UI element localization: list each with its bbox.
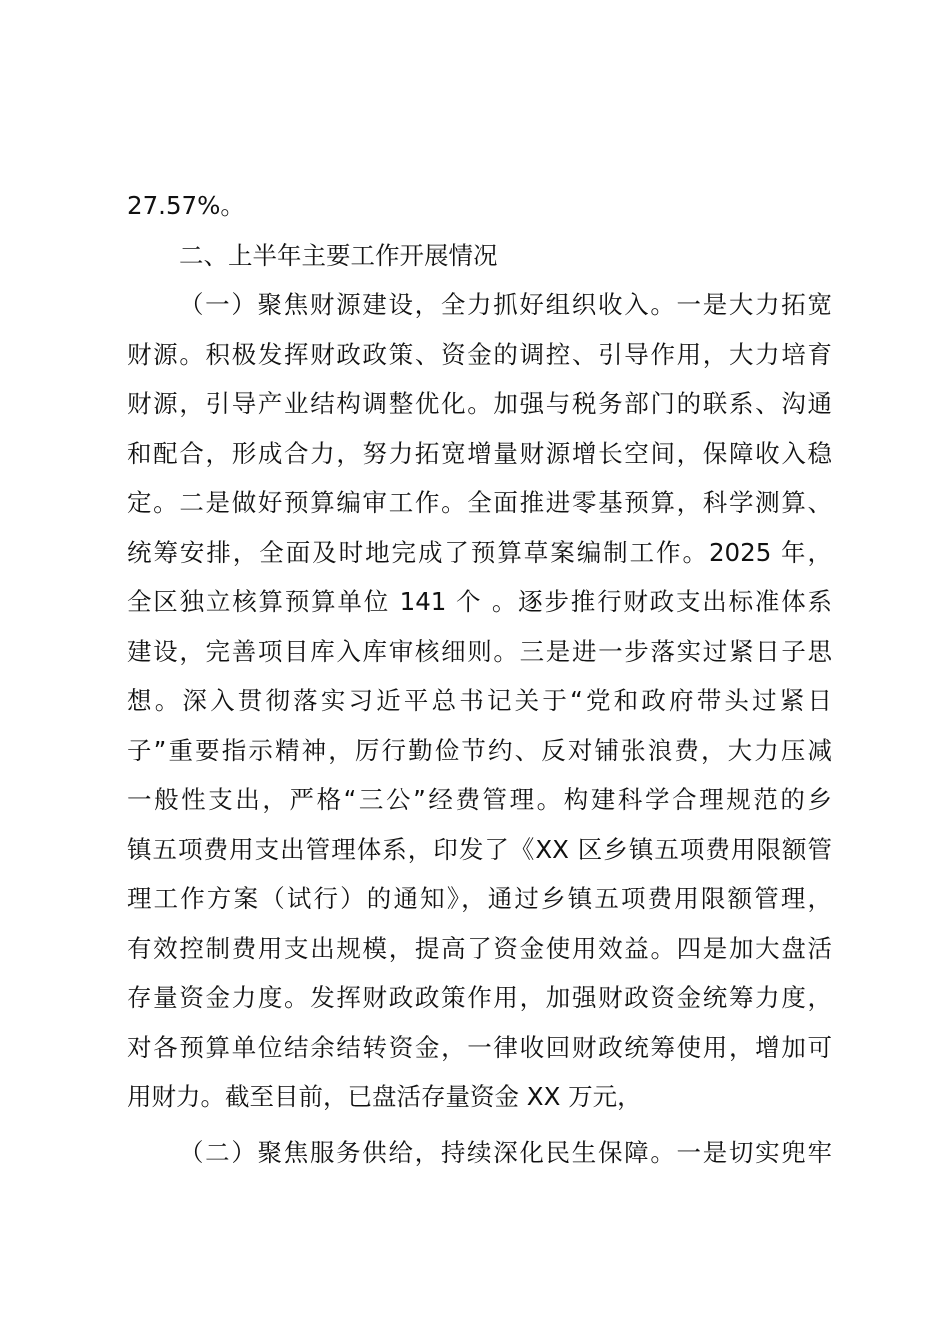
text-line-percentage: 27.57%。 <box>127 191 245 220</box>
paragraph-line: 存量资金力度。发挥财政政策作用，加强财政资金统筹力度， <box>127 983 832 1012</box>
paragraph-line: 想。深入贯彻落实习近平总书记关于“党和政府带头过紧日 <box>127 686 832 715</box>
paragraph-line: 对各预算单位结余结转资金，一律收回财政统筹使用，增加可 <box>127 1033 832 1062</box>
paragraph-line: 子”重要指示精神，厉行勤俭节约、反对铺张浪费，大力压减 <box>127 736 832 765</box>
paragraph-line: 统筹安排，全面及时地完成了预算草案编制工作。2025 年， <box>127 538 832 567</box>
paragraph-line: 全区独立核算预算单位 141 个 。逐步推行财政支出标准体系 <box>127 587 832 616</box>
section-heading: 二、上半年主要工作开展情况 <box>179 241 498 270</box>
paragraph-line: 财源。积极发挥财政政策、资金的调控、引导作用，大力培育 <box>127 340 832 369</box>
subsection-heading-line: （一）聚焦财源建设，全力抓好组织收入。一是大力拓宽 <box>179 290 832 319</box>
paragraph-line: 财源，引导产业结构调整优化。加强与税务部门的联系、沟通 <box>127 389 832 418</box>
paragraph-line: 和配合，形成合力，努力拓宽增量财源增长空间，保障收入稳 <box>127 439 832 468</box>
paragraph-line: 镇五项费用支出管理体系，印发了《XX 区乡镇五项费用限额管 <box>127 835 832 864</box>
paragraph-line: 定。二是做好预算编审工作。全面推进零基预算，科学测算、 <box>127 488 832 517</box>
subsection-heading-line: （二）聚焦服务供给，持续深化民生保障。一是切实兜牢 <box>179 1138 832 1167</box>
paragraph-line: 一般性支出，严格“三公”经费管理。构建科学合理规范的乡 <box>127 785 832 814</box>
paragraph-line: 有效控制费用支出规模，提高了资金使用效益。四是加大盘活 <box>127 934 832 963</box>
paragraph-line: 建设，完善项目库入库审核细则。三是进一步落实过紧日子思 <box>127 637 832 666</box>
paragraph-line: 理工作方案（试行）的通知》，通过乡镇五项费用限额管理， <box>127 884 832 913</box>
paragraph-line-last: 用财力。截至目前，已盘活存量资金 XX 万元， <box>127 1082 642 1111</box>
